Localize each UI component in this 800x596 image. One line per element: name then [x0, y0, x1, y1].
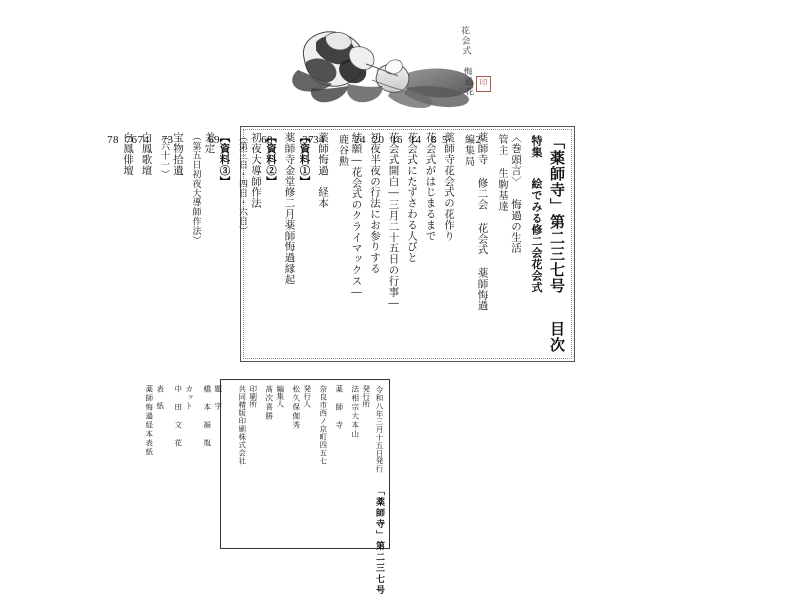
toc-entry-bracket: 【資料③】 [218, 132, 231, 187]
toc-entry-label: 薬師悔過 経本 [317, 132, 329, 209]
feature-label: 特集 [530, 135, 543, 158]
toc-entry-label: 結願―花会式のクライマックス― [350, 132, 363, 299]
toc-entry[interactable] [431, 132, 457, 356]
toc-entry-page: 73 [161, 134, 174, 146]
toc-entry-page: 24 [354, 134, 366, 146]
toc-entry-label: 白鳳歌壇 [140, 132, 153, 176]
toc-entry-author: 編集局 [462, 134, 474, 167]
toc-entry-label: 初夜半夜の行法にお参りする [369, 132, 381, 274]
toc-entry-note: （六十一） [159, 132, 169, 179]
toc-entry-page: 2 [475, 134, 482, 146]
toc-entry-bracket: 【資料①】 [298, 132, 311, 187]
credit-value: 中 田 文 花 [173, 385, 183, 448]
colophon-key: 印刷所 [248, 385, 258, 408]
page-title [547, 132, 568, 358]
colophon-value: 奈良市西ノ京町四五七 [318, 385, 328, 465]
colophon-value: 法相宗大本山 [350, 385, 360, 439]
credit-illustration [173, 385, 195, 543]
toc-entry-page: 8 [431, 134, 437, 146]
illustration-caption: 花会式 悔過花 [458, 25, 474, 98]
colophon-row-issuer [291, 385, 313, 543]
colophon-row-address [318, 385, 329, 543]
table-of-contents-columns [107, 132, 568, 356]
toc-entry-author: 管主 生駒基達 [496, 134, 507, 212]
toc-entry-page: 14 [409, 134, 422, 146]
colophon-value: 薬 師 寺 [334, 385, 344, 430]
toc-entry-page: 76 [125, 134, 138, 146]
toc-entry-label: 花会式開白―三月二十五日の行事― [387, 132, 400, 310]
toc-entry-label: 薬師寺花会式の花作り [443, 132, 455, 241]
credit-cover [144, 385, 166, 543]
colophon-columns [144, 385, 384, 596]
colophon-row-temple-name [334, 385, 345, 543]
colophon-key: 発行人 [302, 385, 312, 408]
colophon-issue-date: 令和八年三月十五日発行 [375, 386, 384, 473]
feature-title: 絵でみる修二会花会式 [530, 177, 543, 293]
artist-seal-icon: 印 [476, 76, 491, 92]
toc-entry-label: 花会式にたずさわる人びと [406, 132, 418, 263]
toc-entry[interactable] [107, 132, 136, 356]
toc-entry-page: 5 [442, 134, 448, 146]
toc-entry-label: 初夜大導師作法 [250, 132, 262, 209]
colophon-value: 髙次喜勝 [264, 385, 274, 421]
credit-key: 表 紙 [155, 385, 165, 411]
toc-entry-label: 〈巻頭言〉 悔過の生活 [510, 132, 522, 254]
colophon-row-publisher [350, 385, 372, 543]
toc-entry-label: 白鳳俳壇 [122, 132, 134, 176]
credit-calligraphy [202, 385, 224, 543]
credit-key: カット [184, 385, 194, 411]
toc-entry-page: 69 [208, 134, 220, 146]
toc-entry-note: （第三日・四日・六日） [237, 132, 247, 236]
toc-entry-label: 薬師寺金堂修二月薬師悔過縁起 [283, 132, 296, 285]
toc-entry-page: 74 [137, 134, 150, 146]
toc-entry-page: 20 [372, 134, 385, 146]
credit-value: 橋 本 凝 胤 [202, 385, 212, 448]
cover-illustration [282, 18, 497, 118]
toc-entry-note: （第五日初夜大導師作法） [190, 132, 201, 245]
colophon-row-printer [237, 385, 259, 543]
colophon-issue [373, 385, 384, 596]
toc-entry-author: 鹿谷勲 [336, 134, 348, 167]
toc-entry-label: 薬師寺 修二会 花会式 薬師悔過 [476, 132, 489, 311]
colophon-key: 発行所 [361, 385, 371, 408]
colophon-value: 松久保伽秀 [291, 385, 301, 430]
colophon-value: 共同精版印刷株式会社 [237, 385, 247, 465]
colophon-box [144, 379, 390, 596]
magazine-title: 「薬師寺」第二三七号 [548, 134, 566, 294]
toc-entry-page: 37 [302, 134, 314, 146]
toc-entry-page: 68 [261, 134, 273, 146]
colophon-key: 編集人 [275, 385, 285, 408]
toc-entry-bracket: 【資料②】 [265, 132, 277, 187]
toc-entry-label: 宝物拾遺 [172, 132, 184, 176]
toc-entry-page: 78 [107, 134, 119, 146]
toc-entry-label: 花会式がはじまるまで [424, 132, 437, 241]
colophon-issue-title: 「薬師寺」第二三七号 [374, 486, 384, 596]
contents-label: 目次 [548, 321, 566, 353]
credit-key: 題 字 [213, 385, 223, 411]
colophon-row-editor [264, 385, 286, 543]
table-of-contents-frame [107, 126, 575, 362]
feature-heading [528, 132, 544, 359]
toc-entry-page: 16 [391, 134, 403, 146]
toc-entry-page: 34 [313, 134, 325, 146]
credit-value: 薬師悔過経本表紙 [144, 385, 154, 457]
toc-entry-label: 差定 [203, 132, 216, 154]
